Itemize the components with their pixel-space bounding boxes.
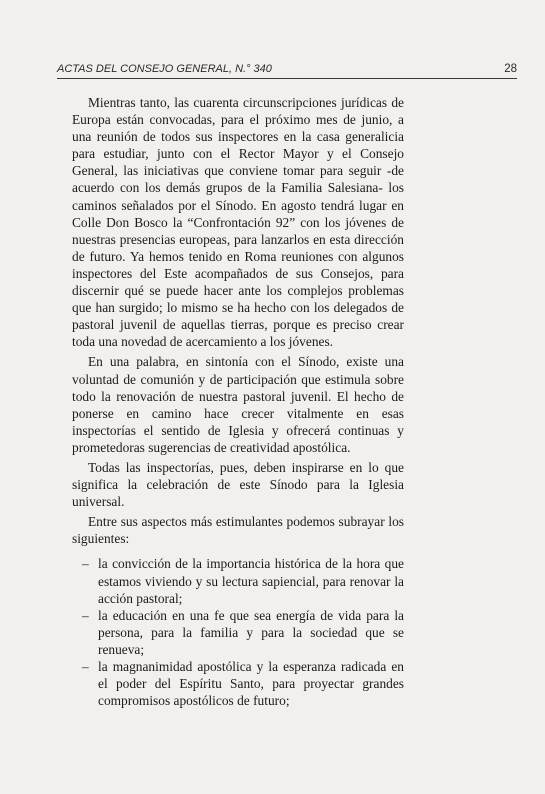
page-body bbox=[72, 94, 404, 709]
paragraph: En una palabra, en sintonía con el Sínodo, existe una voluntad de comunión y de participación que estimula sobre todo la renovación de nuestra pastoral juvenil. El hecho de ponerse en camino hace crecer vitalmente en esas inspectorías el sentido de Iglesia y ofrecerá continuas y prometedoras sugerencias de creatividad apostólica. bbox=[72, 354, 404, 455]
list-item bbox=[72, 555, 404, 606]
paragraph: Mientras tanto, las cuarenta circunscripciones jurídicas de Europa están convocadas, para el próximo mes de junio, a una reunión de todos sus inspectores en la casa generalicia para estudiar, junto con el Rector Mayor y el Consejo General, las iniciativas que conviene tomar para seguir -de acuerdo con los demás grupos de la Familia Salesiana- los caminos señalados por el Sínodo. En agosto tendrá lugar en Colle Don Bosco la “Confrontación 92” con los jóvenes de nuestras presencias europeas, para lanzarlos en esta dirección de futuro. Ya hemos tenido en Roma reuniones con algunos inspectores del Este acompañados de sus Consejos, para discernir qué se puede hacer ante los complejos problemas que han surgido; lo mismo se ha hecho con los delegados de pastoral juvenil de aquellas tierras, porque es preciso crear toda una novedad de acercamiento a los jóvenes. bbox=[72, 95, 404, 350]
list-item-text: la convicción de la importancia histórica de la hora que estamos viviendo y su lectura sapiencial, para renovar la acción pastoral; bbox=[98, 556, 404, 606]
header-title: ACTAS DEL CONSEJO GENERAL, N.° 340 bbox=[57, 63, 272, 75]
paragraph: Todas las inspectorías, pues, deben inspirarse en lo que significa la celebración de este Sínodo para la Iglesia universal. bbox=[72, 459, 404, 510]
list-item bbox=[72, 607, 404, 658]
list-item bbox=[72, 658, 404, 709]
aspects-list bbox=[72, 555, 404, 709]
list-marker: – bbox=[82, 607, 89, 623]
list-marker: – bbox=[82, 659, 89, 674]
page-number: 28 bbox=[504, 63, 517, 75]
running-header bbox=[57, 63, 517, 79]
list-item-text: la educación en una fe que sea energía de vida para la persona, para la familia y para la sociedad que se renueva; bbox=[98, 607, 404, 657]
paragraph: Entre sus aspectos más estimulantes podemos subrayar los siguientes: bbox=[72, 514, 404, 547]
list-item-text: la magnanimidad apostólica y la esperanza radicada en el poder del Espíritu Santo, para proyectar grandes compromisos apostólicos de futuro; bbox=[98, 659, 404, 709]
list-marker: – bbox=[82, 556, 89, 572]
